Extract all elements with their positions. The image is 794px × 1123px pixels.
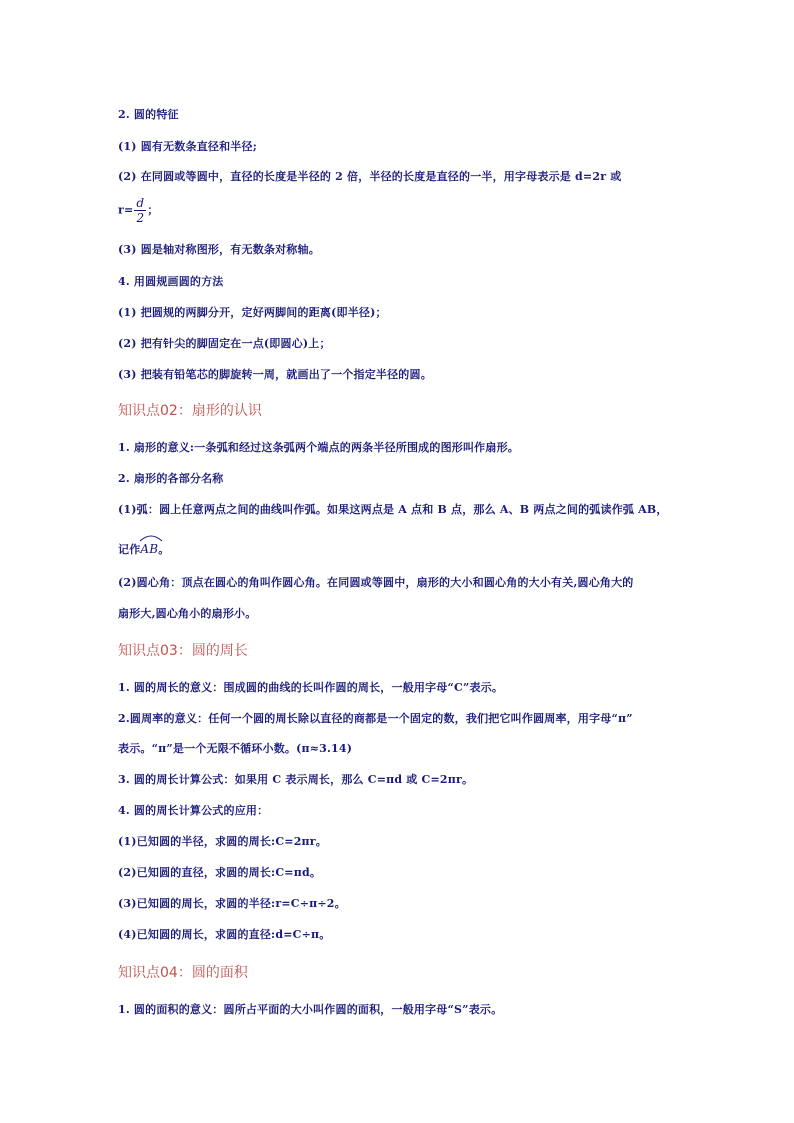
heading-knowledge-03: 知识点03：圆的周长 [118, 643, 248, 659]
heading-knowledge-04: 知识点04：圆的面积 [118, 965, 248, 981]
formula-suffix: ； [147, 203, 159, 217]
fraction-denominator: 2 [136, 211, 145, 225]
text-line: (2)圆心角：顶点在圆心的角叫作圆心角。在同圆或等圆中，扇形的大小和圆心角的大小有关,圆心角大的 [118, 576, 634, 589]
text-line: (1) 把圆规的两脚分开，定好两脚间的距离(即半径)； [118, 306, 387, 319]
formula-prefix: r= [118, 203, 134, 217]
text-line: (1)弧：圆上任意两点之间的曲线叫作弧。如果这两点是 A 点和 B 点，那么 A、B 两点之间的弧读作弧 AB， [118, 503, 668, 516]
text-line: (3) 把装有铅笔芯的脚旋转一周，就画出了一个指定半径的圆。 [118, 368, 432, 381]
section-item-compass-method: 4. 用圆规画圆的方法 [118, 275, 224, 288]
text-line: (1)已知圆的半径，求圆的周长:C=2πr。 [118, 835, 327, 848]
text-line: (4)已知圆的周长，求圆的直径:d=C÷π。 [118, 928, 331, 941]
text-line: 表示。“π”是一个无限不循环小数。(π≈3.14) [118, 742, 353, 755]
text-line: 1. 圆的面积的意义：圆所占平面的大小叫作圆的面积，一般用字母“S”表示。 [118, 1003, 503, 1016]
text-line: 扇形大,圆心角小的扇形小。 [118, 607, 257, 620]
text-line: (2) 把有针尖的脚固定在一点(即圆心)上； [118, 337, 331, 350]
arc-icon [139, 534, 163, 542]
text-line: 3. 圆的周长计算公式：如果用 C 表示周长，那么 C=πd 或 C=2πr。 [118, 773, 474, 786]
text-line: 1. 扇形的意义:一条弧和经过这条弧两个端点的两条半径所围成的图形叫作扇形。 [118, 441, 519, 454]
fraction [134, 196, 146, 225]
formula-line [118, 196, 159, 225]
text-line: (3) 圆是轴对称图形，有无数条对称轴。 [118, 243, 320, 256]
arc-notation-line [118, 538, 170, 557]
text-line: 4. 圆的周长计算公式的应用： [118, 804, 269, 817]
arc-prefix: 记作 [118, 543, 141, 556]
text-line: 2.圆周率的意义：任何一个圆的周长除以直径的商都是一个固定的数，我们把它叫作圆周率，用字母“π” [118, 712, 633, 725]
arc-symbol [140, 538, 158, 556]
heading-knowledge-02: 知识点02：扇形的认识 [118, 403, 262, 419]
text-line: (2)已知圆的直径，求圆的周长:C=πd。 [118, 866, 322, 879]
text-line: 1. 圆的周长的意义：围成圆的曲线的长叫作圆的周长，一般用字母“C”表示。 [118, 681, 504, 694]
fraction-numerator: d [136, 196, 145, 210]
text-line: (1) 圆有无数条直径和半径; [118, 140, 257, 153]
section-item-circle-features: 2. 圆的特征 [118, 108, 179, 121]
text-line: (2) 在同圆或等圆中，直径的长度是半径的 2 倍，半径的长度是直径的一半，用字母表示是 d=2r 或 [118, 170, 622, 183]
text-line: (3)已知圆的周长，求圆的半径:r=C÷π÷2。 [118, 897, 346, 910]
arc-label: AB [140, 542, 159, 556]
arc-suffix: 。 [158, 543, 170, 556]
text-line: 2. 扇形的各部分名称 [118, 472, 224, 485]
